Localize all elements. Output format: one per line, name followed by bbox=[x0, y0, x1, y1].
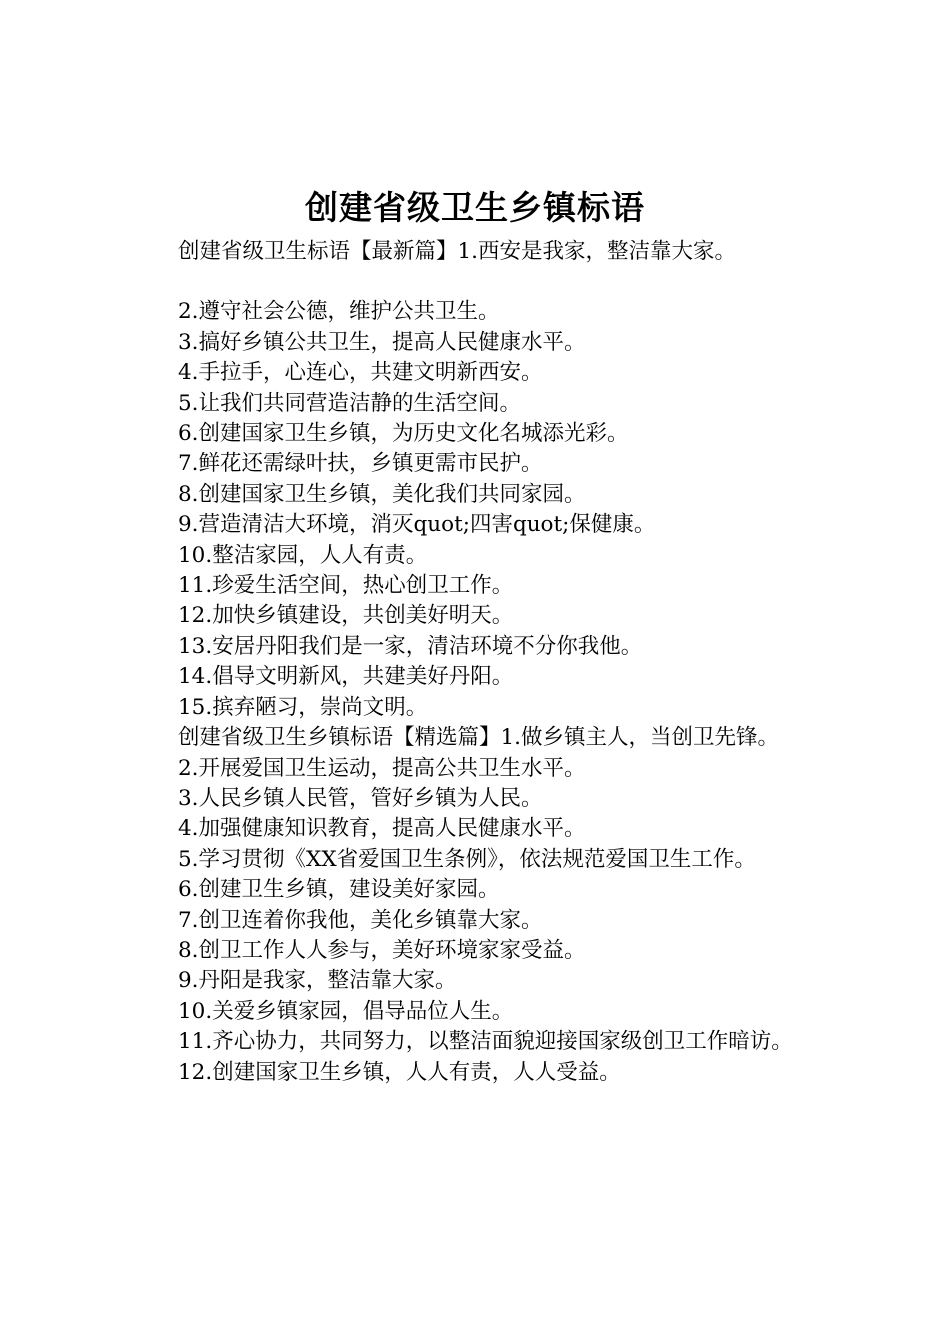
paragraph: 3.搞好乡镇公共卫生，提高人民健康水平。 bbox=[178, 329, 586, 355]
paragraph: 13.安居丹阳我们是一家，清洁环境不分你我他。 bbox=[178, 633, 643, 659]
paragraph: 15.摈弃陋习，崇尚文明。 bbox=[178, 694, 428, 720]
paragraph: 7.鲜花还需绿叶扶，乡镇更需市民护。 bbox=[178, 451, 543, 477]
paragraph: 2.遵守社会公德，维护公共卫生。 bbox=[178, 299, 500, 325]
paragraph: 6.创建国家卫生乡镇，为历史文化名城添光彩。 bbox=[178, 421, 629, 447]
paragraph: 10.关爱乡镇家园，倡导品位人生。 bbox=[178, 998, 514, 1024]
paragraph: 8.创建国家卫生乡镇，美化我们共同家园。 bbox=[178, 481, 586, 507]
paragraph: 12.创建国家卫生乡镇，人人有责，人人受益。 bbox=[178, 1059, 621, 1085]
paragraph: 10.整洁家园，人人有责。 bbox=[178, 542, 428, 568]
paragraph: 5.学习贯彻《XX省爱国卫生条例》，依法规范爱国卫生工作。 bbox=[178, 846, 756, 872]
paragraph: 12.加快乡镇建设，共创美好明天。 bbox=[178, 603, 514, 629]
paragraph: 5.让我们共同营造洁静的生活空间。 bbox=[178, 390, 522, 416]
paragraph: 创建省级卫生乡镇标语【精选篇】1.做乡镇主人，当创卫先锋。 bbox=[178, 725, 780, 751]
paragraph: 6.创建卫生乡镇，建设美好家园。 bbox=[178, 877, 500, 903]
paragraph: 7.创卫连着你我他，美化乡镇靠大家。 bbox=[178, 907, 543, 933]
document-body bbox=[128, 237, 840, 1088]
paragraph: 9.营造清洁大环境，消灭quot;四害quot;保健康。 bbox=[178, 512, 656, 538]
paragraph: 11.齐心协力，共同努力，以整洁面貌迎接国家级创卫工作暗访。 bbox=[178, 1029, 793, 1055]
paragraph: 4.手拉手，心连心，共建文明新西安。 bbox=[178, 360, 543, 386]
paragraph: 创建省级卫生标语【最新篇】1.西安是我家，整洁靠大家。 bbox=[178, 239, 737, 264]
paragraph: 9.丹阳是我家，整洁靠大家。 bbox=[178, 968, 457, 994]
paragraph: 3.人民乡镇人民管，管好乡镇为人民。 bbox=[178, 785, 543, 811]
paragraph: 2.开展爱国卫生运动，提高公共卫生水平。 bbox=[178, 755, 586, 781]
paragraph: 4.加强健康知识教育，提高人民健康水平。 bbox=[178, 816, 586, 842]
paragraph: 8.创卫工作人人参与，美好环境家家受益。 bbox=[178, 937, 586, 963]
paragraph: 11.珍爱生活空间，热心创卫工作。 bbox=[178, 573, 514, 599]
document-title: 创建省级卫生乡镇标语 bbox=[305, 188, 645, 227]
blank-line bbox=[128, 267, 840, 297]
paragraph: 14.倡导文明新风，共建美好丹阳。 bbox=[178, 664, 514, 690]
